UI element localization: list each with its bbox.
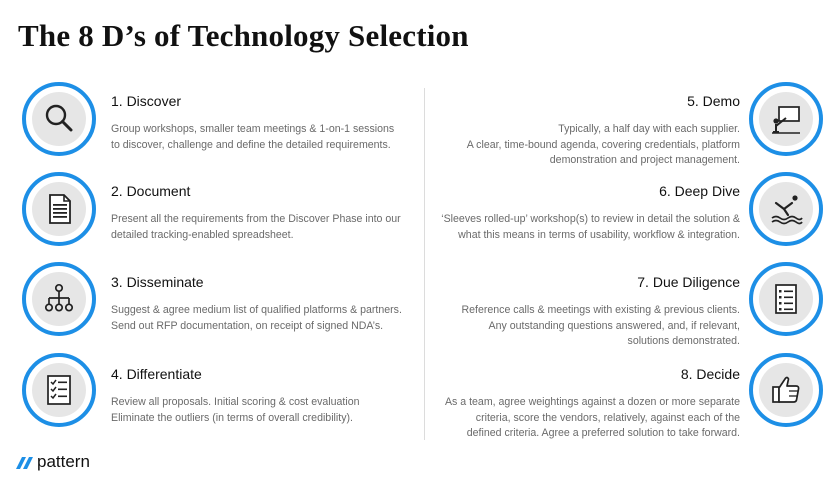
step-5-icon-circle — [749, 82, 823, 156]
step-1-description: Group workshops, smaller team meetings & 1-on-1 sessions to discover, challenge and define the detailed requirements. — [111, 123, 395, 151]
step-4-icon-circle — [22, 353, 96, 427]
hierarchy-icon — [41, 281, 77, 317]
step-7-icon-circle — [749, 262, 823, 336]
column-divider — [424, 88, 425, 440]
step-5-description: Typically, a half day with each supplier. A clear, time-bound agenda, covering credentials, platform demonstration and project management. — [466, 123, 740, 166]
step-6-description: ‘Sleeves rolled-up’ workshop(s) to review in detail the solution & what this means in terms of usability, workflow & integration. — [441, 213, 740, 241]
step-2-description: Present all the requirements from the Discover Phase into our detailed tracking-enabled spreadsheet. — [111, 213, 401, 241]
presentation-icon — [768, 101, 804, 137]
step-6-heading: 6. Deep Dive — [659, 183, 740, 199]
document-icon — [41, 191, 77, 227]
step-5-heading: 5. Demo — [687, 93, 740, 109]
list-icon — [768, 281, 804, 317]
step-8-description: As a team, agree weightings against a dozen or more separate criteria, score the vendors, relatively, against each of the defined criteria. Agree a preferred solution to take forward. — [444, 396, 740, 439]
checklist-icon — [41, 372, 77, 408]
step-1-heading: 1. Discover — [111, 93, 182, 109]
thumbs-up-icon — [768, 372, 804, 408]
step-7-heading: 7. Due Diligence — [637, 274, 740, 290]
step-4-description: Review all proposals. Initial scoring & cost evaluation Eliminate the outliers (in terms of overall credibility). — [111, 396, 360, 424]
step-2-icon-circle — [22, 172, 96, 246]
page-title: The 8 D’s of Technology Selection — [18, 18, 469, 53]
magnifier-icon — [41, 101, 77, 137]
step-7-description: Reference calls & meetings with existing & previous clients. Any outstanding questions answered, and, if relevant, solutions demonstrated. — [461, 304, 740, 347]
pattern-logo-icon — [14, 453, 34, 471]
step-8-heading: 8. Decide — [680, 366, 740, 382]
step-3-icon-circle — [22, 262, 96, 336]
brand-logo — [14, 452, 90, 472]
step-6-icon-circle — [749, 172, 823, 246]
step-4-heading: 4. Differentiate — [111, 366, 202, 382]
brand-name: pattern — [37, 452, 90, 471]
step-1-icon-circle — [22, 82, 96, 156]
step-8-icon-circle — [749, 353, 823, 427]
step-2-heading: 2. Document — [111, 183, 191, 199]
diver-icon — [768, 191, 804, 227]
step-3-description: Suggest & agree medium list of qualified platforms & partners. Send out RFP documentation, on receipt of signed NDA’s. — [111, 304, 402, 332]
step-3-heading: 3. Disseminate — [111, 274, 204, 290]
